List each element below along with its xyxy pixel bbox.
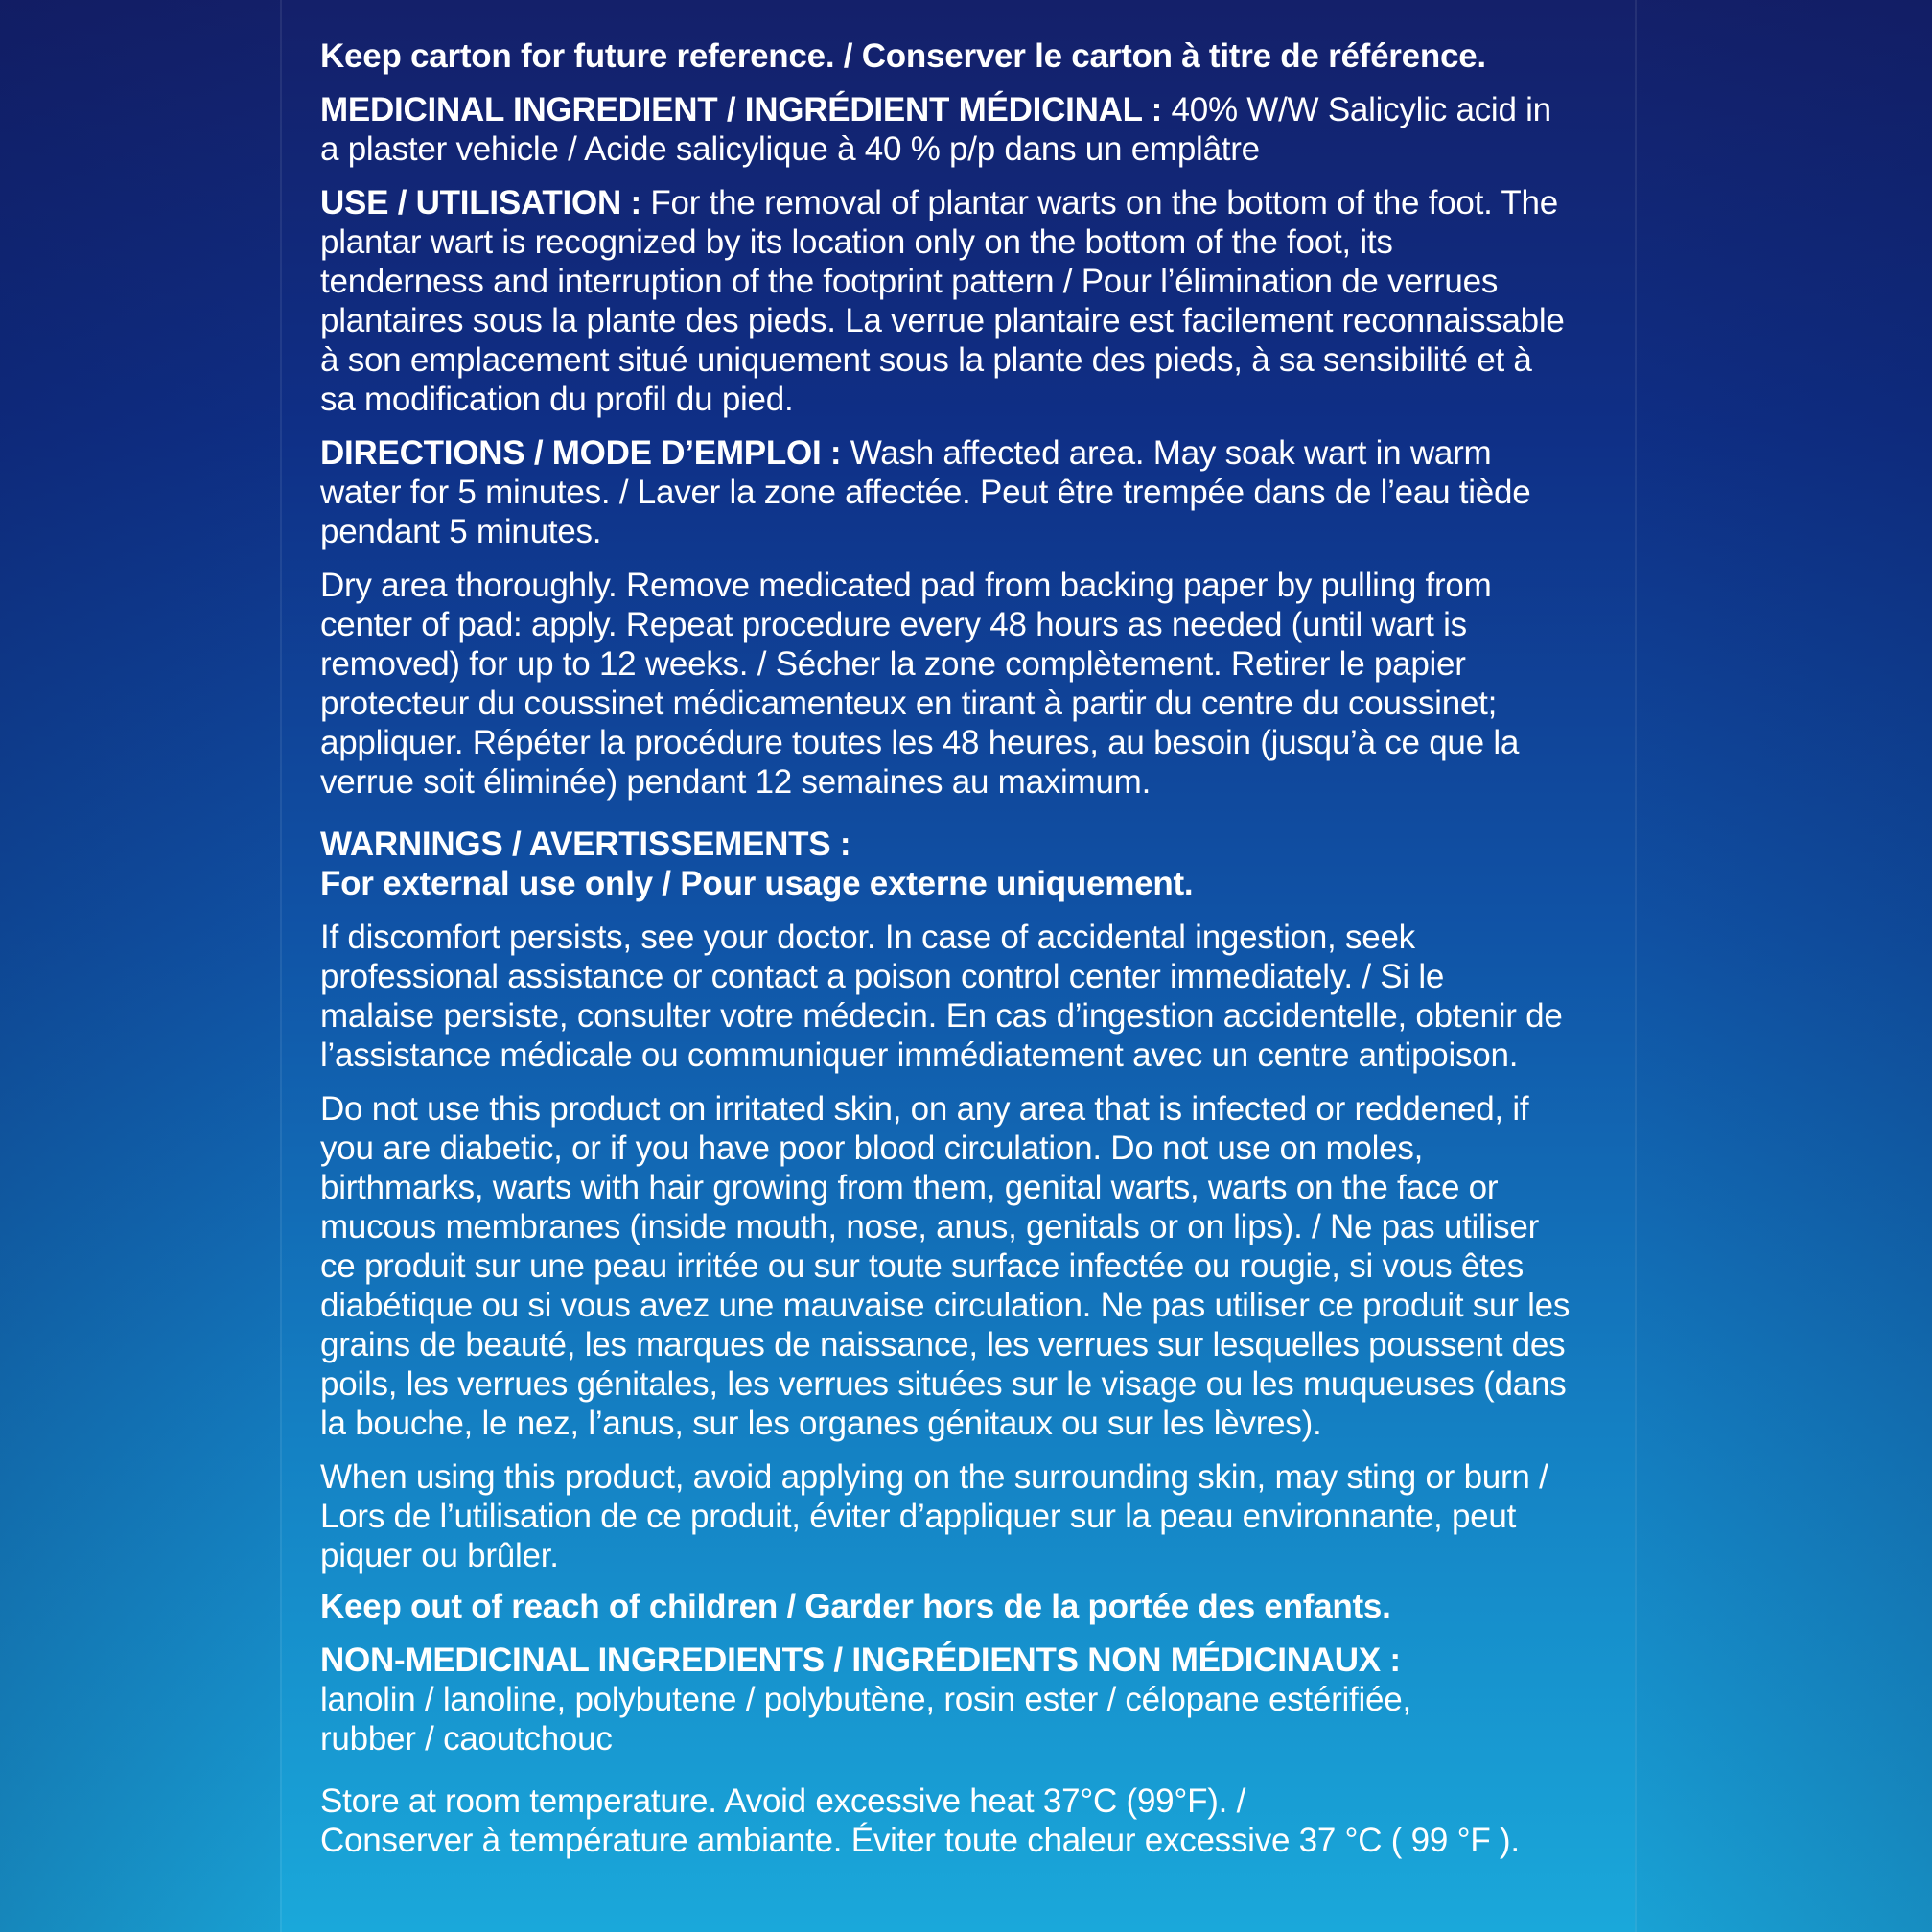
reference-note: Keep carton for future reference. / Conserver le carton à titre de référence. (320, 37, 1486, 75)
directions-line-2: water for 5 minutes. / Laver la zone affectée. Peut être trempée dans de l’eau tiède (320, 474, 1531, 511)
non-medicinal-line-2: rubber / caoutchouc (320, 1720, 613, 1757)
do-not-use-line-9: la bouche, le nez, l’anus, sur les organes génitaux ou sur les lèvres). (320, 1405, 1322, 1442)
medicinal-ingredient-section (320, 90, 1605, 169)
when-using-line-1: When using this product, avoid applying on the surrounding skin, may sting or burn / (320, 1458, 1548, 1496)
right-panel-shadow (1635, 0, 1932, 1932)
discomfort-line-4: l’assistance médicale ou communiquer immédiatement avec un centre antipoison. (320, 1036, 1519, 1074)
non-medicinal-heading: NON-MEDICINAL INGREDIENTS / INGRÉDIENTS NON MÉDICINAUX : (320, 1641, 1401, 1679)
dry-line-5: appliquer. Répéter la procédure toutes les 48 heures, au besoin (jusqu’à ce que la (320, 724, 1520, 761)
do-not-use-line-1: Do not use this product on irritated skin, on any area that is infected or reddened, if (320, 1090, 1529, 1128)
discomfort-line-1: If discomfort persists, see your doctor. In case of accidental ingestion, seek (320, 919, 1415, 956)
dry-line-6: verrue soit éliminée) pendant 12 semaines au maximum. (320, 763, 1152, 801)
discomfort-warning (320, 918, 1605, 1075)
non-medicinal-ingredients-section (320, 1641, 1605, 1758)
storage-line-1: Store at room temperature. Avoid excessive heat 37°C (99°F). / (320, 1782, 1246, 1820)
dry-line-3: removed) for up to 12 weeks. / Sécher la zone complètement. Retirer le papier (320, 645, 1466, 683)
use-line-3: tenderness and interruption of the footprint pattern / Pour l’élimination de verrues (320, 263, 1499, 300)
do-not-use-line-4: mucous membranes (inside mouth, nose, anus, genitals or on lips). / Ne pas utiliser (320, 1208, 1539, 1245)
do-not-use-line-5: ce produit sur une peau irritée ou sur toute surface infectée ou rougie, si vous êtes (320, 1247, 1525, 1285)
keep-out-of-reach-warning: Keep out of reach of children / Garder hors de la portée des enfants. (320, 1588, 1391, 1625)
medicinal-ingredient-text-b: a plaster vehicle / Acide salicylique à 40 % p/p dans un emplâtre (320, 130, 1260, 168)
warnings-heading: WARNINGS / AVERTISSEMENTS : (320, 826, 851, 863)
use-line-5: à son emplacement situé uniquement sous la plante des pieds, à sa sensibilité et à (320, 341, 1532, 379)
storage-line-2: Conserver à température ambiante. Éviter toute chaleur excessive 37 °C ( 99 °F ). (320, 1822, 1520, 1859)
dry-line-2: center of pad: apply. Repeat procedure every 48 hours as needed (until wart is (320, 606, 1467, 643)
do-not-use-warning (320, 1089, 1605, 1443)
do-not-use-line-8: poils, les verrues génitales, les verrues situées sur le visage ou les muqueuses (dans (320, 1365, 1567, 1403)
do-not-use-line-2: you are diabetic, or if you have poor blood circulation. Do not use on moles, (320, 1129, 1424, 1167)
medicinal-ingredient-text-a: 40% W/W Salicylic acid in (1162, 91, 1551, 128)
product-information-panel (320, 36, 1605, 1878)
use-line-6: sa modification du profil du pied. (320, 381, 794, 418)
dry-line-4: protecteur du coussinet médicamenteux en tirant à partir du centre du coussinet; (320, 685, 1498, 722)
external-use-warning: For external use only / Pour usage externe uniquement. (320, 865, 1194, 902)
directions-heading: DIRECTIONS / MODE D’EMPLOI : (320, 434, 842, 472)
use-section (320, 183, 1605, 419)
use-line-4: plantaires sous la plante des pieds. La verrue plantaire est facilement reconnaissable (320, 302, 1565, 339)
when-using-line-2: Lors de l’utilisation de ce produit, éviter d’appliquer sur la peau environnante, peut (320, 1498, 1517, 1535)
directions-line-1: Wash affected area. May soak wart in warm (841, 434, 1492, 472)
when-using-line-3: piquer ou brûler. (320, 1537, 559, 1574)
right-panel-divider (1635, 0, 1637, 1932)
use-line-2: plantar wart is recognized by its location only on the bottom of the foot, its (320, 223, 1393, 261)
discomfort-line-3: malaise persiste, consulter votre médecin. En cas d’ingestion accidentelle, obtenir de (320, 997, 1563, 1035)
do-not-use-line-3: birthmarks, warts with hair growing from them, genital warts, warts on the face or (320, 1169, 1499, 1206)
storage-section (320, 1781, 1605, 1860)
use-heading: USE / UTILISATION : (320, 184, 641, 221)
application-section (320, 566, 1605, 802)
dry-line-1: Dry area thoroughly. Remove medicated pad from backing paper by pulling from (320, 567, 1492, 604)
warnings-section (320, 825, 1605, 903)
left-panel-shadow (0, 0, 280, 1932)
use-line-1: For the removal of plantar warts on the bottom of the foot. The (640, 184, 1558, 221)
directions-section (320, 433, 1605, 551)
medicinal-ingredient-heading: MEDICINAL INGREDIENT / INGRÉDIENT MÉDICINAL : (320, 91, 1163, 128)
when-using-warning (320, 1457, 1605, 1575)
directions-line-3: pendant 5 minutes. (320, 513, 602, 550)
discomfort-line-2: professional assistance or contact a poison control center immediately. / Si le (320, 958, 1445, 995)
left-panel-divider (280, 0, 282, 1932)
non-medicinal-line-1: lanolin / lanoline, polybutene / polybutène, rosin ester / célopane estérifiée, (320, 1681, 1411, 1718)
do-not-use-line-6: diabétique ou si vous avez une mauvaise circulation. Ne pas utiliser ce produit sur les (320, 1287, 1571, 1324)
do-not-use-line-7: grains de beauté, les marques de naissance, les verrues sur lesquelles poussent des (320, 1326, 1566, 1363)
